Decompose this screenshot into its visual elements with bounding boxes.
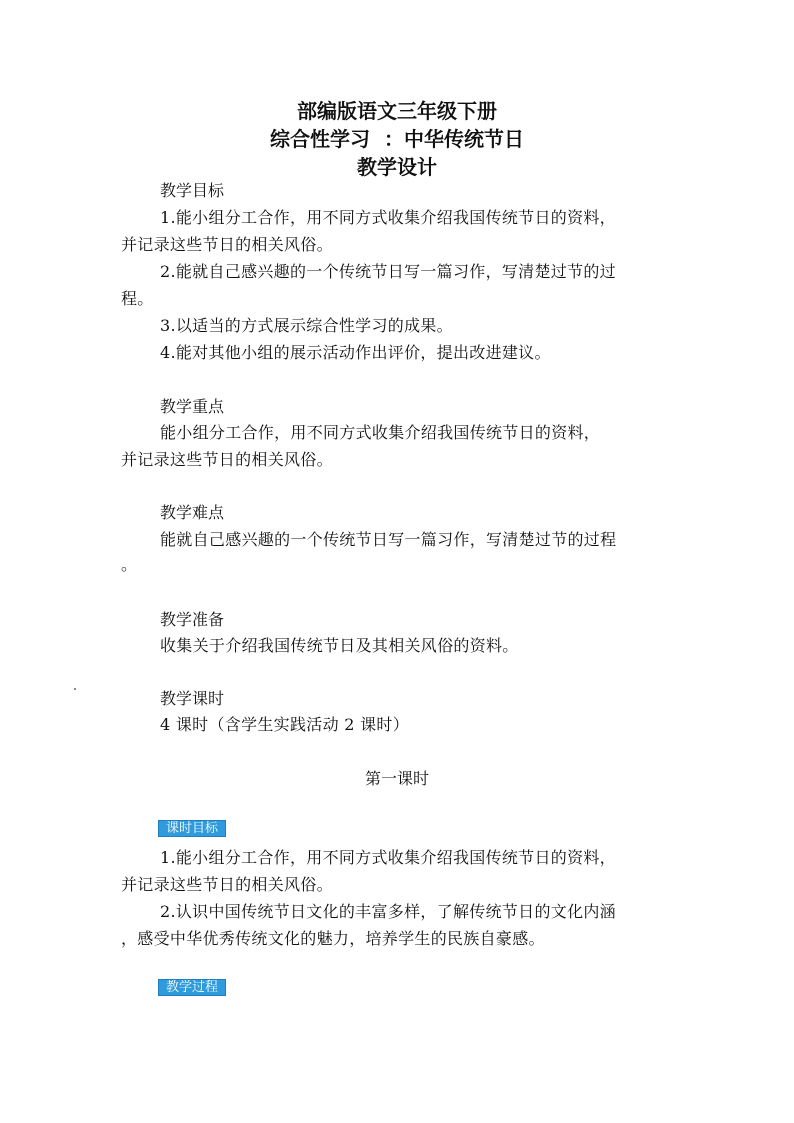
hours-text: 4 课时（含学生实践活动 2 课时） (160, 715, 410, 734)
stray-mark (74, 688, 76, 690)
key-points-heading: 教学重点 (160, 397, 225, 416)
difficulties-heading: 教学难点 (160, 503, 225, 522)
objective-line: 1.能小组分工合作，用不同方式收集介绍我国传统节日的资料， (160, 208, 616, 227)
document-title-line1: 部编版语文三年级下册 (297, 99, 497, 123)
lesson-goal-line: 1.能小组分工合作，用不同方式收集介绍我国传统节日的资料， (160, 848, 616, 867)
hours-heading: 教学课时 (160, 689, 225, 708)
objective-line: 3.以适当的方式展示综合性学习的成果。 (160, 316, 453, 335)
lesson-goal-line: ，感受中华优秀传统文化的魅力，培养学生的民族自豪感。 (121, 929, 545, 948)
lesson-goal-line: 2.认识中国传统节日文化的丰富多样，了解传统节日的文化内涵 (160, 902, 616, 921)
lesson1-title: 第一课时 (364, 769, 429, 788)
preparation-heading: 教学准备 (160, 610, 225, 629)
objective-line: 2.能就自己感兴趣的一个传统节日写一篇习作，写清楚过节的过 (160, 262, 616, 281)
objective-line: 4.能对其他小组的展示活动作出评价，提出改进建议。 (160, 343, 551, 362)
objective-line: 程。 (121, 289, 154, 308)
lesson-goals-badge: 课时目标 (158, 820, 226, 837)
objectives-heading: 教学目标 (160, 181, 225, 200)
document-title-line2: 综合性学习 ：中华传统节日 (270, 127, 524, 151)
key-points-line: 能小组分工合作，用不同方式收集介绍我国传统节日的资料， (160, 423, 601, 442)
difficulties-line: 。 (121, 555, 138, 574)
key-points-line: 并记录这些节日的相关风俗。 (121, 450, 333, 469)
teaching-process-badge: 教学过程 (158, 979, 226, 996)
document-title-line3: 教学设计 (357, 155, 437, 179)
objective-line: 并记录这些节日的相关风俗。 (121, 235, 333, 254)
preparation-text: 收集关于介绍我国传统节日及其相关风俗的资料。 (160, 636, 519, 655)
lesson-goal-line: 并记录这些节日的相关风俗。 (121, 875, 333, 894)
difficulties-line: 能就自己感兴趣的一个传统节日写一篇习作，写清楚过节的过程 (160, 530, 617, 549)
